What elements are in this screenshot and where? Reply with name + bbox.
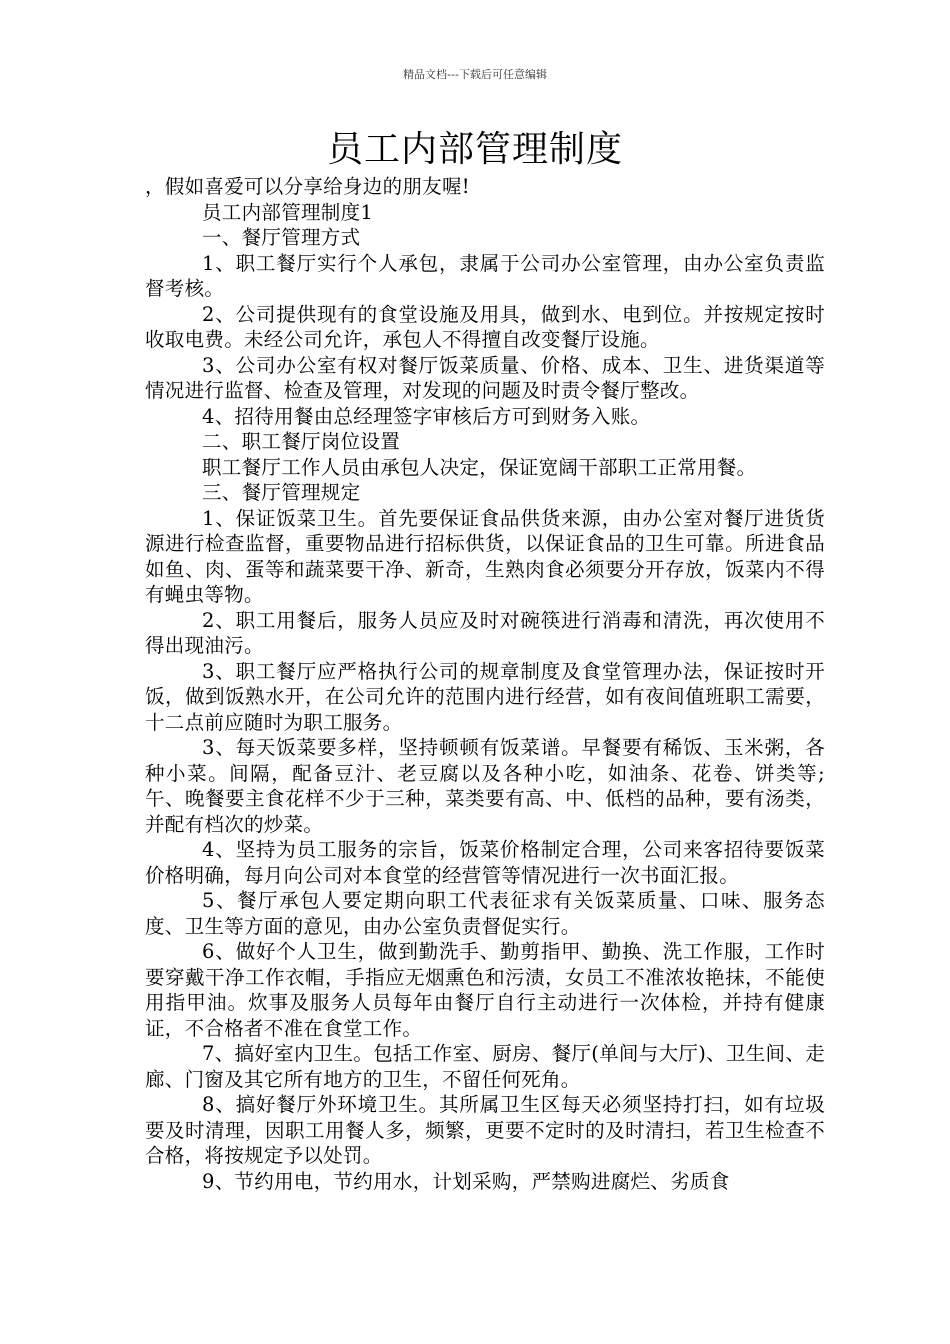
paragraph: 8、搞好餐厅外环境卫生。其所属卫生区每天必须坚持打扫，如有垃圾要及时清理，因职工用餐人多，频繁，更要不定时的及时清扫，若卫生检查不合格，将按规定予以处罚。	[145, 1093, 825, 1167]
paragraph: 6、做好个人卫生，做到勤洗手、勤剪指甲、勤换、洗工作服，工作时要穿戴干净工作衣帽，手指应无烟熏色和污渍，女员工不准浓妆艳抹，不能使用指甲油。炊事及服务人员每年由餐厅自行主动进行一次体检，并持有健康证，不合格者不准在食堂工作。	[145, 940, 825, 1040]
paragraph: 3、公司办公室有权对餐厅饭菜质量、价格、成本、卫生、进货渠道等情况进行监督、检查及管理，对发现的问题及时责令餐厅整改。	[145, 353, 825, 402]
page-header: 精品文档---下载后可任意编辑	[403, 68, 547, 81]
paragraph: 2、职工用餐后，服务人员应及时对碗筷进行消毒和清洗，再次使用不得出现油污。	[145, 608, 825, 657]
paragraph: 3、职工餐厅应严格执行公司的规章制度及食堂管理办法，保证按时开饭，做到饭熟水开，在公司允许的范围内进行经营，如有夜间值班职工需要，十二点前应随时为职工服务。	[145, 659, 825, 734]
paragraph: 员工内部管理制度1	[202, 200, 374, 224]
paragraph: 4、坚持为员工服务的宗旨，饭菜价格制定合理，公司来客招待要饭菜价格明确，每月向公司对本食堂的经营管等情况进行一次书面汇报。	[145, 838, 825, 887]
paragraph: 职工餐厅工作人员由承包人决定，保证宽阔干部职工正常用餐。	[202, 455, 757, 479]
document-title: 员工内部管理制度	[326, 129, 623, 170]
section-heading: 三、餐厅管理规定	[202, 481, 361, 504]
paragraph: 4、招待用餐由总经理签字审核后方可到财务入账。	[202, 404, 651, 428]
document-body	[145, 174, 825, 1194]
paragraph: 9、节约用电，节约用水，计划采购，严禁购进腐烂、劣质食	[202, 1169, 730, 1193]
paragraph: 3、每天饭菜要多样，坚持顿顿有饭菜谱。早餐要有稀饭、玉米粥，各种小菜。间隔，配备豆汁、老豆腐以及各种小吃，如油条、花卷、饼类等;午、晚餐要主食花样不少于三种，菜类要有高、中、低档的品种，要有汤类，并配有档次的炒菜。	[145, 736, 825, 836]
paragraph: 1、职工餐厅实行个人承包，隶属于公司办公室管理，由办公室负责监督考核。	[145, 251, 825, 300]
paragraph: 1、保证饭菜卫生。首先要保证食品供货来源，由办公室对餐厅进货货源进行检查监督，重要物品进行招标供货，以保证食品的卫生可靠。所进食品如鱼、肉、蛋等和蔬菜要干净、新奇，生熟肉食必须要分开存放，饭菜内不得有蝇虫等物。	[145, 506, 825, 606]
section-heading: 一、餐厅管理方式	[202, 226, 361, 249]
paragraph: ，假如喜爱可以分享给身边的朋友喔!	[145, 175, 470, 198]
paragraph: 2、公司提供现有的食堂设施及用具，做到水、电到位。并按规定按时收取电费。未经公司允许，承包人不得擅自改变餐厅设施。	[145, 302, 825, 351]
section-heading: 二、职工餐厅岗位设置	[202, 430, 401, 453]
paragraph: 5、餐厅承包人要定期向职工代表征求有关饭菜质量、口味、服务态度、卫生等方面的意见，由办公室负责督促实行。	[145, 889, 825, 938]
paragraph: 7、搞好室内卫生。包括工作室、厨房、餐厅(单间与大厅)、卫生间、走廊、门窗及其它所有地方的卫生，不留任何死角。	[145, 1042, 825, 1091]
